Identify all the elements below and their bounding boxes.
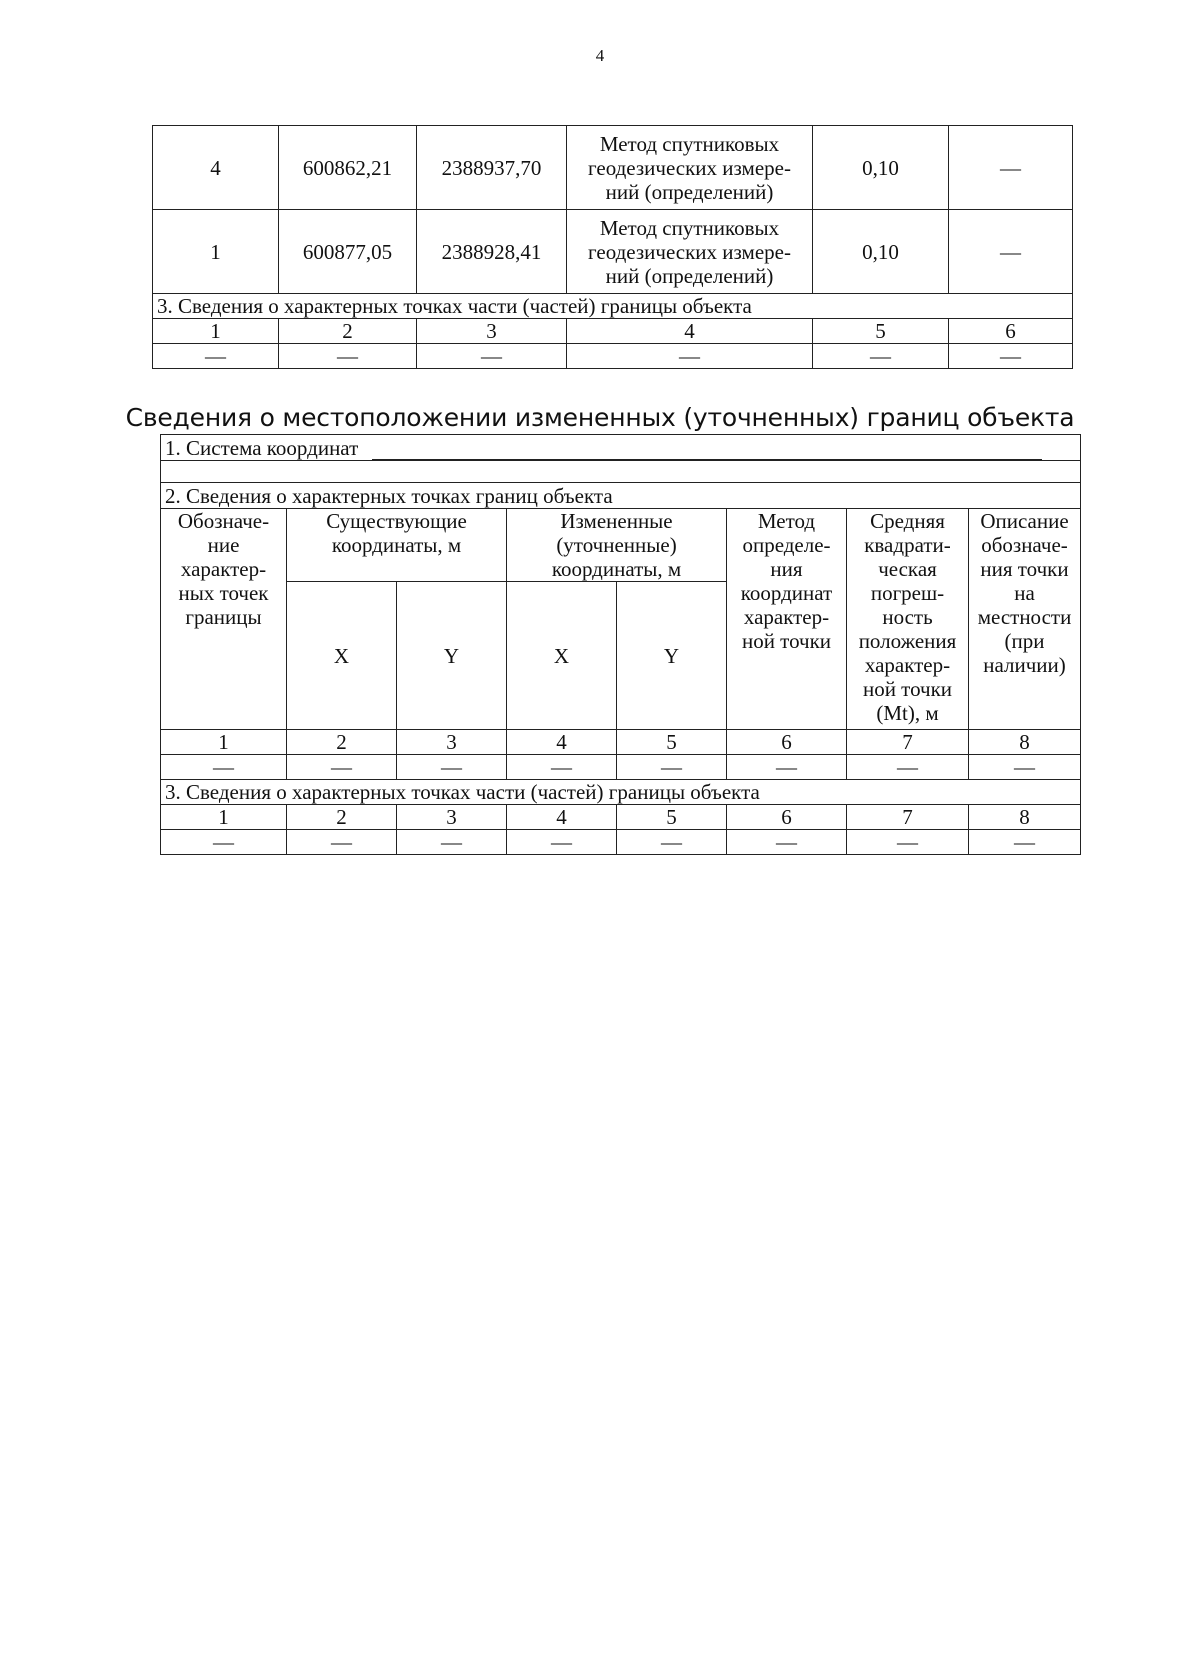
section2-title: 2. Сведения о характерных точках границ объекта <box>161 483 1081 509</box>
coord-y: 2388928,41 <box>417 210 567 294</box>
header-y: Y <box>397 582 507 730</box>
dash-row <box>161 755 1081 780</box>
section3-title: 3. Сведения о характерных точках части (частей) границы объекта <box>153 294 1073 319</box>
method-line: ний (определений) <box>605 263 774 288</box>
col-number: 6 <box>727 805 847 830</box>
coord-system-row <box>161 435 1081 461</box>
header-line: координаты, м <box>331 533 462 557</box>
mean-error: 0,10 <box>813 210 949 294</box>
header-line: ния точки <box>980 557 1069 581</box>
dash-cell: — <box>813 344 949 369</box>
col-number: 6 <box>727 730 847 755</box>
header-line: Измененные <box>560 509 673 533</box>
header-line: Метод <box>757 509 816 533</box>
method-line: Метод спутниковых <box>599 215 780 240</box>
header-line: Средняя <box>870 509 945 533</box>
empty-cell <box>161 461 1081 483</box>
header-point-designation <box>161 509 287 730</box>
col-number: 2 <box>279 319 417 344</box>
page-number: 4 <box>595 46 605 65</box>
changed-boundaries-table <box>160 434 1081 855</box>
col-number: 8 <box>969 805 1081 830</box>
col-number: 3 <box>417 319 567 344</box>
header-row <box>161 509 1081 582</box>
col-number: 2 <box>287 730 397 755</box>
col-number: 1 <box>153 319 279 344</box>
dash-cell: — <box>397 755 507 780</box>
section3-title: 3. Сведения о характерных точках части (частей) границы объекта <box>161 780 1081 805</box>
dash-cell: — <box>949 344 1073 369</box>
coord-system-cell <box>161 435 1081 461</box>
col-number: 7 <box>847 805 969 830</box>
header-mean-error <box>847 509 969 730</box>
column-number-row <box>153 319 1073 344</box>
dash-cell: — <box>727 830 847 855</box>
dash-cell: — <box>847 830 969 855</box>
header-line: положения <box>858 629 957 653</box>
header-line: (при <box>1004 629 1045 653</box>
dash-cell: — <box>287 755 397 780</box>
header-line: наличии) <box>983 653 1066 677</box>
dash-cell: — <box>397 830 507 855</box>
header-line: характер- <box>864 653 951 677</box>
dash-cell: — <box>969 830 1081 855</box>
section-heading: Сведения о местоположении измененных (уточненных) границ объекта <box>125 403 1075 432</box>
dash-cell: — <box>617 755 727 780</box>
coord-x: 600862,21 <box>279 126 417 210</box>
method-cell <box>567 126 813 210</box>
method-cell <box>567 210 813 294</box>
dash-cell: — <box>567 344 813 369</box>
dash-cell: — <box>969 755 1081 780</box>
header-line: определе- <box>742 533 831 557</box>
header-line: на <box>1014 581 1035 605</box>
header-line: характер- <box>180 557 267 581</box>
dash-cell: — <box>153 344 279 369</box>
header-changed-coords <box>507 509 727 582</box>
column-number-row <box>161 805 1081 830</box>
table-row <box>153 126 1073 210</box>
point-number: 1 <box>153 210 279 294</box>
col-number: 6 <box>949 319 1073 344</box>
header-line: координаты, м <box>551 557 682 581</box>
header-line: (уточненные) <box>556 533 677 557</box>
mean-error: 0,10 <box>813 126 949 210</box>
col-number: 1 <box>161 805 287 830</box>
description: — <box>949 126 1073 210</box>
header-y-changed: Y <box>617 582 727 730</box>
header-line: характер- <box>743 605 830 629</box>
header-line: ность <box>882 605 933 629</box>
header-line: Существующие <box>326 509 467 533</box>
header-line: Обозначе- <box>177 509 270 533</box>
col-number: 4 <box>507 805 617 830</box>
col-number: 3 <box>397 805 507 830</box>
header-line: Описание <box>980 509 1069 533</box>
dash-cell: — <box>279 344 417 369</box>
method-line: ний (определений) <box>605 179 774 204</box>
section-title-row <box>153 294 1073 319</box>
header-line: координат <box>740 581 833 605</box>
header-line: обозначе- <box>981 533 1068 557</box>
header-x: X <box>287 582 397 730</box>
dash-cell: — <box>287 830 397 855</box>
header-line: ных точек <box>178 581 269 605</box>
header-line: (Mt), м <box>876 701 939 725</box>
header-line: квадрати- <box>864 533 951 557</box>
header-method <box>727 509 847 730</box>
header-line: ние <box>207 533 240 557</box>
dash-cell: — <box>417 344 567 369</box>
header-line: ния <box>770 557 803 581</box>
header-line: ной точки <box>741 629 832 653</box>
dash-cell: — <box>617 830 727 855</box>
method-line: геодезических измере- <box>588 155 791 180</box>
col-number: 8 <box>969 730 1081 755</box>
col-number: 7 <box>847 730 969 755</box>
description: — <box>949 210 1073 294</box>
dash-cell: — <box>847 755 969 780</box>
header-line: ческая <box>878 557 937 581</box>
col-number: 5 <box>617 805 727 830</box>
section-title-row <box>161 483 1081 509</box>
coord-system-label: 1. Система координат <box>165 435 359 460</box>
dash-cell: — <box>727 755 847 780</box>
header-line: границы <box>185 605 262 629</box>
dash-cell: — <box>507 830 617 855</box>
dash-cell: — <box>161 755 287 780</box>
dash-cell: — <box>507 755 617 780</box>
header-x-changed: X <box>507 582 617 730</box>
col-number: 5 <box>617 730 727 755</box>
empty-row <box>161 461 1081 483</box>
col-number: 4 <box>507 730 617 755</box>
method-line: Метод спутниковых <box>599 131 780 156</box>
table-row <box>153 210 1073 294</box>
section-title-row <box>161 780 1081 805</box>
header-line: местности <box>977 605 1072 629</box>
dash-row <box>153 344 1073 369</box>
coord-y: 2388937,70 <box>417 126 567 210</box>
header-description <box>969 509 1081 730</box>
header-existing-coords <box>287 509 507 582</box>
point-number: 4 <box>153 126 279 210</box>
boundary-points-table-continued <box>152 125 1073 369</box>
coord-system-value-line <box>372 439 1042 460</box>
col-number: 2 <box>287 805 397 830</box>
header-line: погреш- <box>870 581 945 605</box>
column-number-row <box>161 730 1081 755</box>
col-number: 5 <box>813 319 949 344</box>
dash-cell: — <box>161 830 287 855</box>
col-number: 4 <box>567 319 813 344</box>
method-line: геодезических измере- <box>588 239 791 264</box>
coord-x: 600877,05 <box>279 210 417 294</box>
dash-row <box>161 830 1081 855</box>
col-number: 3 <box>397 730 507 755</box>
col-number: 1 <box>161 730 287 755</box>
header-line: ной точки <box>862 677 953 701</box>
